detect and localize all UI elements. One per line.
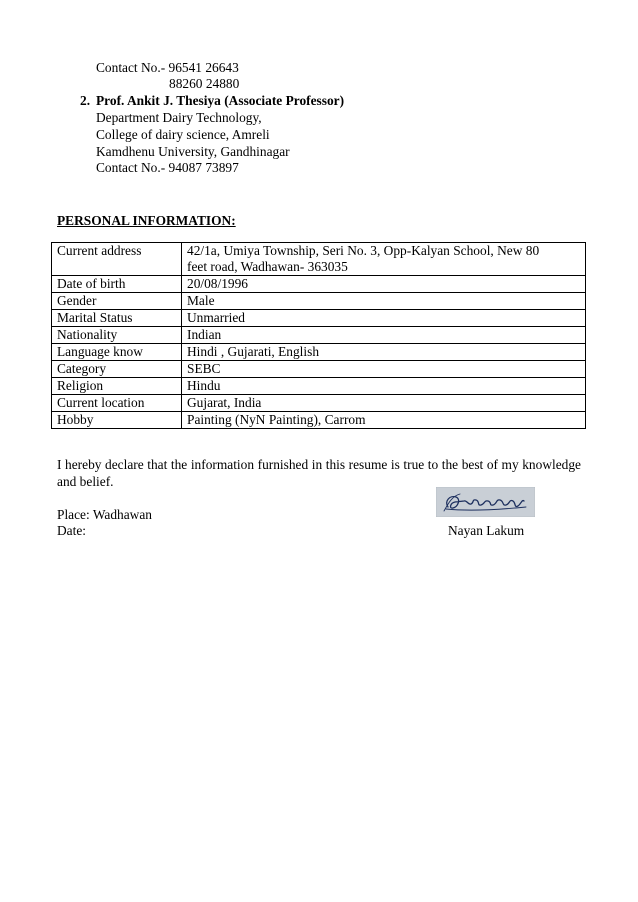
reference-1-contact: Contact No.- 96541 26643: [96, 60, 239, 75]
table-row: [52, 412, 586, 429]
reference-2-name: Prof. Ankit J. Thesiya (Associate Professor): [96, 93, 345, 108]
date-label: Date:: [57, 523, 86, 538]
table-row: [52, 344, 586, 361]
row-label: Date of birth: [52, 276, 182, 293]
table-row: [52, 361, 586, 378]
personal-info-heading: PERSONAL INFORMATION:: [57, 213, 236, 228]
signature-image: [436, 487, 535, 517]
row-label: Nationality: [52, 327, 182, 344]
row-value: Unmarried: [182, 310, 586, 327]
reference-1-contact-alt: 88260 24880: [169, 76, 240, 91]
row-value: Hindi , Gujarati, English: [182, 344, 586, 361]
table-row: [52, 378, 586, 395]
place-label: Place: Wadhawan: [57, 507, 152, 522]
row-label: Religion: [52, 378, 182, 395]
row-label: Gender: [52, 293, 182, 310]
table-row: [52, 243, 586, 276]
table-row: [52, 310, 586, 327]
reference-2-college: College of dairy science, Amreli: [96, 127, 270, 142]
declaration-text: I hereby declare that the information furnished in this resume is true to the best of my knowledge and belief.: [57, 457, 581, 489]
table-row: [52, 293, 586, 310]
row-value: [182, 243, 586, 276]
row-label: Current location: [52, 395, 182, 412]
signatory-name: Nayan Lakum: [448, 523, 525, 538]
row-value: 20/08/1996: [182, 276, 586, 293]
row-label: Current address: [52, 243, 182, 276]
row-label: Hobby: [52, 412, 182, 429]
reference-2-department: Department Dairy Technology,: [96, 110, 262, 125]
row-label: Category: [52, 361, 182, 378]
address-line-2: feet road, Wadhawan- 363035: [187, 259, 348, 274]
row-value: Painting (NyN Painting), Carrom: [182, 412, 586, 429]
address-line-1: 42/1a, Umiya Township, Seri No. 3, Opp-Kalyan School, New 80: [187, 243, 540, 258]
row-label: Language know: [52, 344, 182, 361]
table-row: [52, 276, 586, 293]
reference-2-contact: Contact No.- 94087 73897: [96, 160, 239, 175]
reference-2-university: Kamdhenu University, Gandhinagar: [96, 144, 290, 159]
table-row: [52, 327, 586, 344]
row-value: Male: [182, 293, 586, 310]
personal-info-table: [51, 242, 586, 429]
row-value: Gujarat, India: [182, 395, 586, 412]
row-value: SEBC: [182, 361, 586, 378]
row-value: Hindu: [182, 378, 586, 395]
row-label: Marital Status: [52, 310, 182, 327]
table-row: [52, 395, 586, 412]
row-value: Indian: [182, 327, 586, 344]
reference-2-number: 2.: [80, 93, 91, 108]
